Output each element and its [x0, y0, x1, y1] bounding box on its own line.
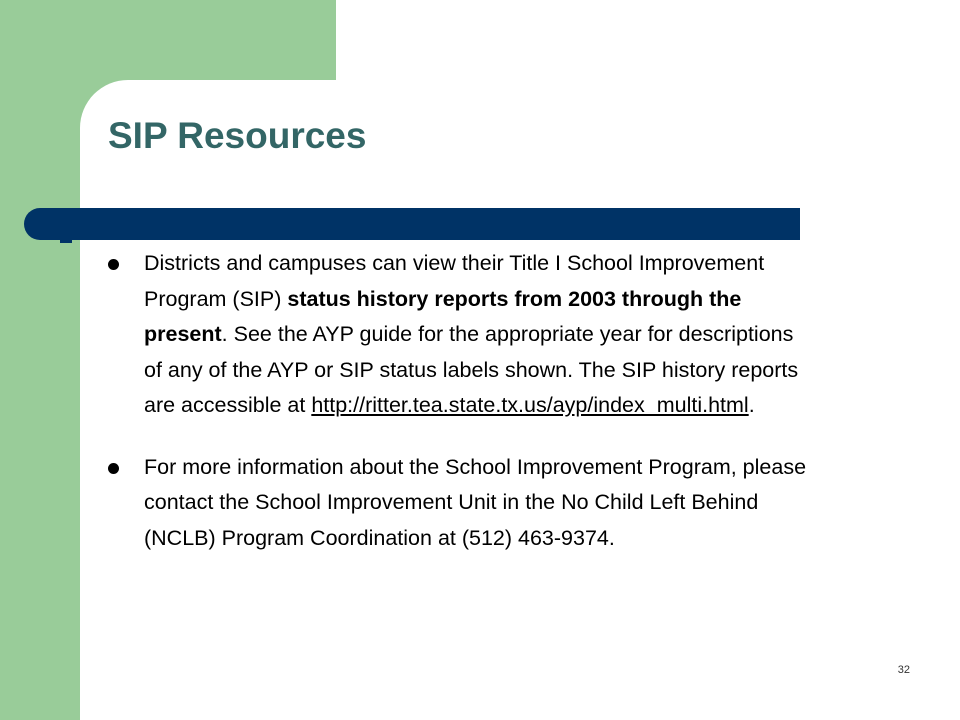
- bullet-text: For more information about the School Improvement Program, please contact the School Improvement Unit in the No Child Left Behind (NCLB) Program Coordination at (512) 463-9374.: [144, 454, 807, 550]
- bullet-text: .: [748, 393, 755, 417]
- bullet-text: . See the AYP guide for the appropriate year for descriptions of any of the AYP or SIP status labels shown. The SIP history reports are accessible at: [144, 322, 799, 417]
- bullet-dot-icon: [108, 463, 119, 474]
- bullet-bold-text: status history reports from 2003 through the present: [144, 286, 742, 346]
- bullet-list: [108, 246, 808, 556]
- title-divider-notch: [60, 240, 72, 243]
- sip-history-link[interactable]: http://ritter.tea.state.tx.us/ayp/index_multi.html: [311, 393, 749, 417]
- title-divider-bar: [24, 208, 800, 240]
- page-number: 32: [897, 664, 910, 676]
- bullet-text: Districts and campuses can view their Title I School Improvement Program (SIP): [144, 251, 765, 311]
- slide-title: SIP Resources: [108, 115, 367, 156]
- bullet-dot-icon: [108, 259, 119, 270]
- bullet-item-sip-history: [108, 246, 808, 424]
- bullet-item-contact: [108, 450, 808, 557]
